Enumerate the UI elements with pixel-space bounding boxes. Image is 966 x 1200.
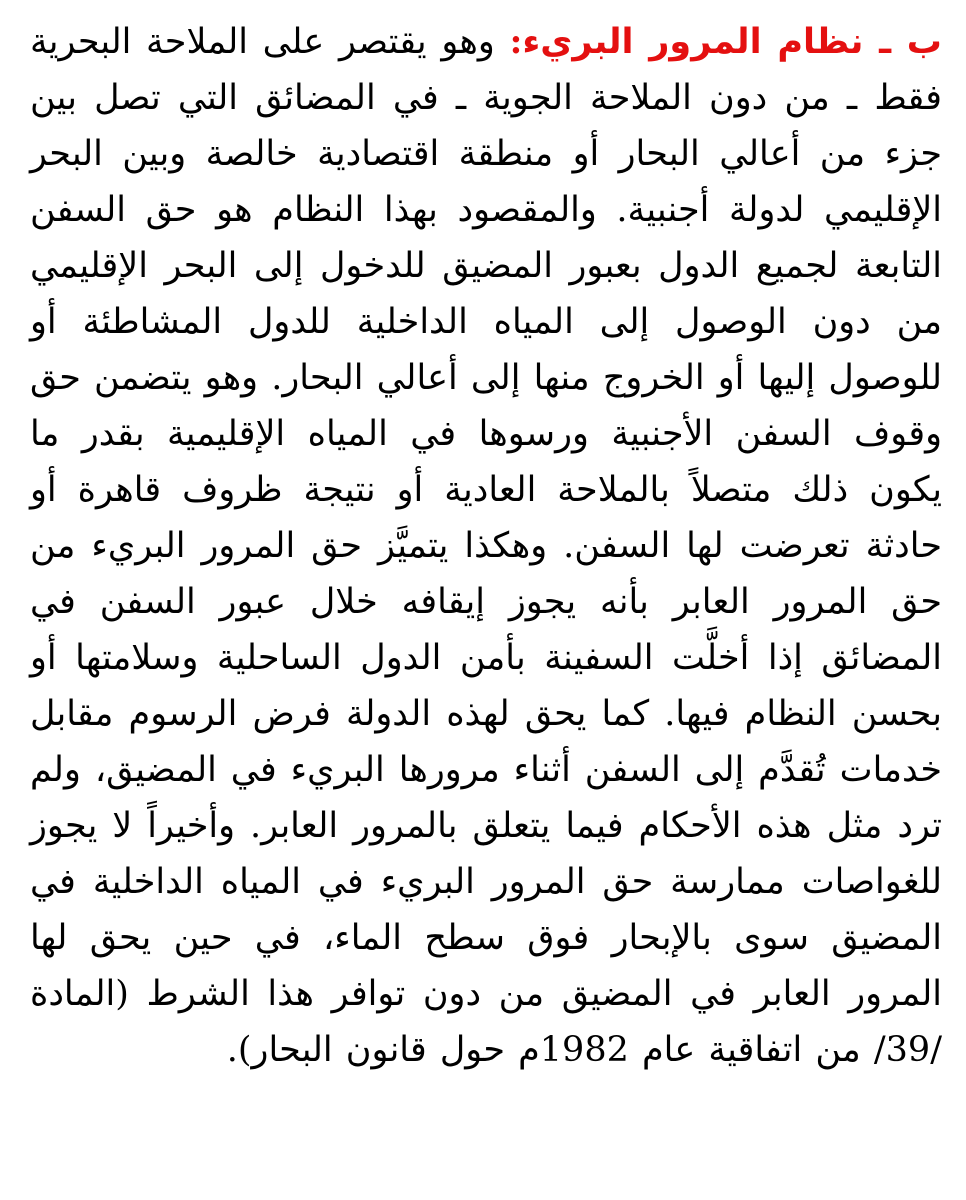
paragraph-text: وهو يقتصر على الملاحة البحرية فقط ـ من دون الملاحة الجوية ـ في المضائق التي تصل بين جزء من أعالي البحار أو منطقة اقتصادية خالصة وبين البحر الإقليمي لدولة أجنبية. والمقصود بهذا النظام هو حق السفن التابعة لجميع الدول بعبور المضيق للدخول إلى البحر الإقليمي من دون الوصول إلى المياه الداخلية للدول المشاطئة أو للوصول إليها أو الخروج منها إلى أعالي البحار. وهو يتضمن حق وقوف السفن الأجنبية ورسوها في المياه الإقليمية بقدر ما يكون ذلك متصلاً بالملاحة العادية أو نتيجة ظروف قاهرة أو حادثة تعرضت لها السفن. وهكذا يتميَّز حق المرور البريء من حق المرور العابر بأنه يجوز إيقافه خلال عبور السفن في المضائق إذا أخلَّت السفينة بأمن الدول الساحلية وسلامتها أو بحسن النظام فيها. كما يحق لهذه الدولة فرض الرسوم مقابل خدمات تُقدَّم إلى السفن أثناء مرورها البريء في المضيق، ولم ترد مثل هذه الأحكام فيما يتعلق بالمرور العابر. وأخيراً لا يجوز للغواصات ممارسة حق المرور البريء في المياه الداخلية في المضيق سوى بالإبحار فوق سطح الماء، في حين يحق لها المرور العابر في المضيق من دون توافر هذا الشرط (المادة /39/ من اتفاقية عام 1982م حول قانون البحار). <box>30 22 942 1070</box>
section-heading: ب ـ نظام المرور البريء: <box>509 21 942 62</box>
body-paragraph <box>30 14 942 1078</box>
